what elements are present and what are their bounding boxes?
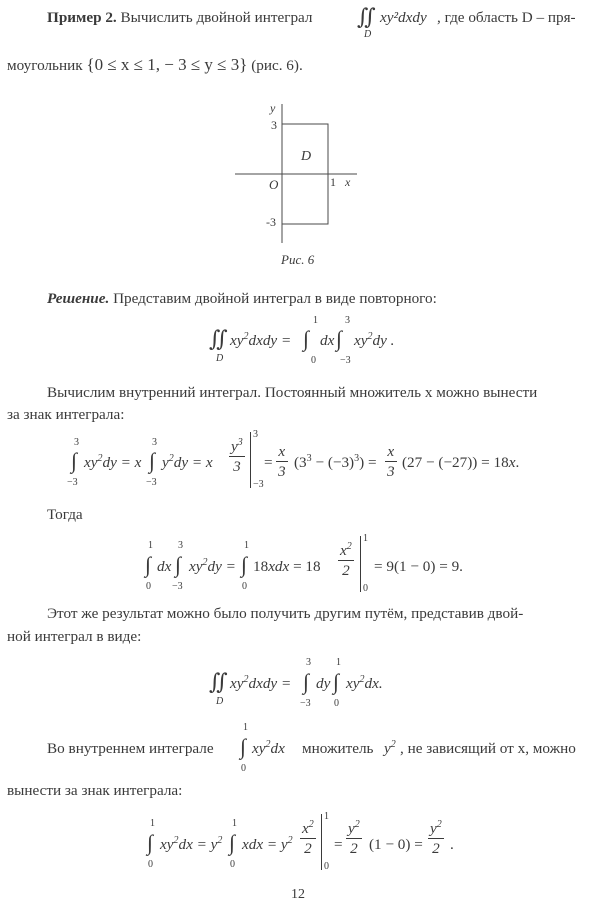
example-label: Пример 2. xyxy=(47,9,117,26)
origin-label: O xyxy=(269,177,279,192)
inline-double-integral: ∬ xyxy=(357,4,376,29)
page-number: 12 xyxy=(291,887,305,902)
figure-caption: Рис. 6 xyxy=(281,252,315,267)
example-heading-line xyxy=(47,8,313,27)
tick-y-top: 3 xyxy=(271,118,277,132)
tick-x1: 1 xyxy=(330,175,336,189)
example-text-after: , где область D – пря- xyxy=(437,9,576,26)
para2-line2: за знак интеграла: xyxy=(7,406,125,423)
example-set: {0 ≤ x ≤ 1, − 3 ≤ y ≤ 3} xyxy=(86,55,248,74)
para4-b: множитель xyxy=(302,740,374,757)
axis-x-label: x xyxy=(345,175,351,189)
example-line2-a: моугольник xyxy=(7,57,83,74)
para4-y2: $y^2$ xyxy=(384,739,396,757)
para4-c: , не зависящий от x, можно xyxy=(400,740,576,757)
region-label: D xyxy=(301,149,312,164)
para4-line2: вынести за знак интеграла: xyxy=(7,782,183,799)
textbook-page: Пример 2. Вычислить двойной интеграл ∬ D xy²dxdy , где область D – пря- моугольник {0 ≤ x ≤ 1, − 3 ≤ y ≤ 3} (рис. 6). y x O D 1 3 -3 Рис. 6 Решение. Представим двойной интеграл в виде повторного: ∬ D $xy^2dxdy$ = ∫ 1 0 dx ∫ 3 −3 $xy^2dy$ . Вычислим внутренний интеграл. Постоянный множитель x можно вынести за знак интеграла: ∫ 3 −3 $xy^2dy = x$ ∫ 3 −3 $y^2dy = x$ $\frac{y^3}{3}$ 3 −3 = $\frac{x}{3}$ $(3^3 - (-3)^3)$ = $\frac{x}{3}$ (27 − (−27)) = 18x. Тогда ∫ 1 0 dx ∫ 3 −3 $xy^2dy$ = ∫ 1 0 18xdx = 18 $\frac{x^2}{2}$ 1 0 = 9(1 − 0) = 9. Этот же результат можно было получить другим путём, представив двой- ной интеграл в виде: ∬ D $xy^2dxdy$ = ∫ 3 −3 dy ∫ 1 0 $xy^2dx$. Во внутреннем интеграле ∫ 1 0 $xy^2dx$ множитель $y^2$ , не зависящий от x, можно вынести за знак интеграла: ∫ 1 0 $xy^2dx = y^2$ ∫ 1 0 xdx = $y^2$ $\frac{x^2}{2}$ 1 0 = $\frac{y^2}{2}$ (1 − 0) = $\frac{y^2}{2}$ . 12 xyxy=(7,4,576,902)
inline-integral-domain: D xyxy=(364,29,372,40)
solution-line xyxy=(47,289,437,308)
axis-y-label: y xyxy=(270,101,276,115)
then-text: Тогда xyxy=(47,506,83,523)
para4-inline-integrand: $xy^2dx$ xyxy=(252,739,285,757)
figure-6 xyxy=(225,98,365,248)
solution-label: Решение. xyxy=(47,290,110,307)
para2-line1: Вычислим внутренний интеграл. Постоянный множитель x можно вынести xyxy=(47,384,538,401)
tick-y-bottom: -3 xyxy=(266,215,276,229)
para4-inline-integral: ∫ xyxy=(240,734,247,759)
example-line2-b: (рис. 6). xyxy=(251,57,303,74)
para3-line1: Этот же результат можно было получить другим путём, представив двой- xyxy=(47,605,524,622)
example-line-2 xyxy=(7,54,303,75)
solution-text: Представим двойной интеграл в виде повторного: xyxy=(113,290,437,307)
inline-integrand: xy²dxdy xyxy=(380,9,427,26)
para3-line2: ной интеграл в виде: xyxy=(7,628,142,645)
para4-a: Во внутреннем интеграле xyxy=(47,740,214,757)
example-text-before: Вычислить двойной интеграл xyxy=(120,9,313,26)
